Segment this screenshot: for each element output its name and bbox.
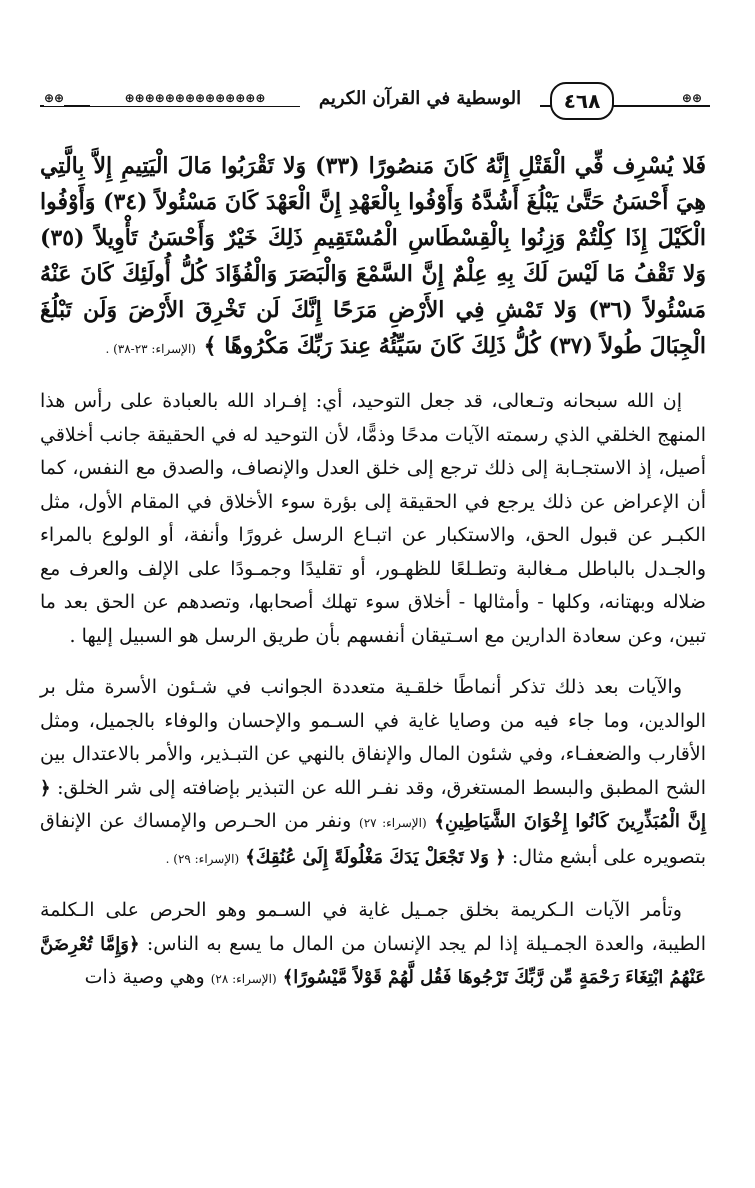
paragraph-1: إن الله سبحانه وتـعالى، قد جعل التوحيد، أي: إفـراد الله بالعبادة على رأس هذا المنهج الخلقي الذي رسمته الآيات مدحًا وذمًّا، لأن التوحيد له في الحقيقة جانب أخلاقي أصيل، إذ الاستجـابة إلى ذلك ترجع إلى خلق العدل والإنصاف، والصدق مع النفس، كما أن الإعراض عن ذلك يرجع في الحقيقة إلى بؤرة سوء الأخلاق في المقام الأول، مثل الكبـر عن قبول الحق، والاستكبار عن اتبـاع الرسل غرورًا وأنفة، أو الولوع بالمراء والجـدل بالباطل مـغالبة وتطـلعًا للظهـور، أو تقليدًا وجمـودًا على الإلف والعرف مع ضلاله وبهتانه، وكلها - وأمثالها - أخلاق سوء تهلك أصحابها، وتصدهم عن الحق بعد ما تبين، وعن سعادة الدارين مع اسـتيقان أنفسهم بأن طريق الرسل هو السبيل إليها . [40, 390, 706, 647]
paragraph-3-text: وتأمر الآيات الـكريمة بخلق جمـيل غاية في السـمو وهو الحرص على الـكلمة الطيبة، والعدة الجمـيلة إذا لم يجد الإنسان من المال ما يسع به الناس: [40, 899, 706, 955]
ornament-long: ⊕⊕⊕⊕⊕⊕⊕⊕⊕⊕⊕⊕⊕⊕ [90, 90, 300, 106]
book-title: الوسطية في القرآن الكريم [300, 88, 540, 110]
ornament-left: ⊕⊕ [44, 91, 65, 105]
inline-verse-2: ﴿ وَلا تَجْعَلْ يَدَكَ مَغْلُولَةً إِلَىٰ عُنُقِكَ﴾ [245, 846, 506, 868]
running-header [40, 78, 710, 126]
page-number: ٤٦٨ [550, 82, 614, 120]
inline-citation-1: (الإسراء: ٢٧) [359, 816, 427, 830]
inline-verse-1: ﴿ إِنَّ الْمُبَذِّرِينَ كَانُوا إِخْوَانَ الشَّيَاطِينِ﴾ [40, 777, 707, 832]
inline-verse-3: ﴿وَإِمَّا تُعْرِضَنَّ عَنْهُمُ ابْتِغَاءَ رَحْمَةٍ مِّن رَّبِّكَ تَرْجُوهَا فَقُل لَّهُمْ قَوْلاً مَّيْسُورًا﴾ [40, 933, 706, 988]
paragraph-3-end: وهي وصية ذات [84, 966, 205, 988]
inline-citation-3: (الإسراء: ٢٨) [210, 972, 277, 986]
paragraph-2-text: والآيات بعد ذلك تذكر أنماطًا خلقـية متعددة الجوانب في شـئون الأسرة مثل بر الوالدين، وما جاء فيه من وصايا غاية في السـمو والإحسان والوفاء بالجميل، ومثل الأقارب والضعفـاء، وفي شئون المال والإنفاق بالنهي عن التبـذير، والأمر بالاعتدال بين الشح المطبق والبسط المستغرق، وقد نفـر الله عن التبذير بإضافته إلى شر الخلق: [40, 676, 706, 799]
ornament-right: ⊕⊕ [681, 91, 702, 105]
paragraph-2-mid: ونفر من الحـرص والإمساك عن الإنفاق بتصويره على أبشع مثال: [40, 810, 706, 868]
verse-text: فَلا يُسْرِف فِّي الْقَتْلِ إِنَّهُ كَانَ مَنصُورًا (٣٣) وَلا تَقْرَبُوا مَالَ الْيَتِيمِ إِلاَّ بِالَّتِي هِيَ أَحْسَنُ حَتَّىٰ يَبْلُغَ أَشُدَّهُ وَأَوْفُوا بِالْعَهْدِ إِنَّ الْعَهْدَ كَانَ مَسْئُولاً (٣٤) وَأَوْفُوا الْكَيْلَ إِذَا كِلْتُمْ وَزِنُوا بِالْقِسْطَاسِ الْمُسْتَقِيمِ ذَلِكَ خَيْرٌ وَأَحْسَنُ تَأْوِيلاً (٣٥) وَلا تَقْفُ مَا لَيْسَ لَكَ بِهِ عِلْمٌ إِنَّ السَّمْعَ وَالْبَصَرَ وَالْفُؤَادَ كُلُّ أُولَئِكَ كَانَ عَنْهُ مَسْئُولاً (٣٦) وَلا تَمْشِ فِي الأَرْضِ مَرَحًا إِنَّكَ لَن تَخْرِقَ الأَرْضَ وَلَن تَبْلُغَ الْجِبَالَ طُولاً (٣٧) كُلُّ ذَلِكَ كَانَ سَيِّئُهُ عِندَ رَبِّكَ مَكْرُوهًا ﴾ [40, 153, 707, 359]
inline-citation-2: (الإسراء: ٢٩) . [165, 851, 240, 866]
verse-citation: (الإسراء: ٢٣-٣٨) . [105, 342, 196, 356]
page-body [40, 148, 706, 1015]
paragraph-2 [40, 671, 706, 876]
quranic-verse-block [40, 148, 706, 367]
paragraph-3 [40, 894, 706, 997]
